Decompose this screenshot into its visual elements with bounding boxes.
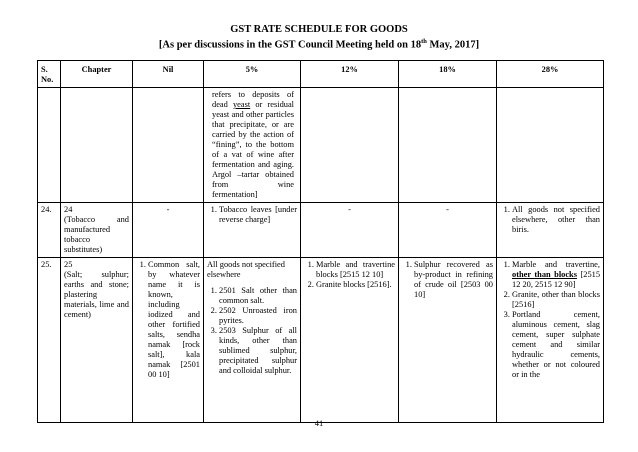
list-item: 2. 2502 Unroasted iron pyrites. xyxy=(219,306,297,326)
page-subtitle: [As per discussions in the GST Council Meeting held on 18th May, 2017] xyxy=(158,38,480,51)
list-item: 1. Marble and travertine blocks [2515 12 10] xyxy=(316,260,395,280)
cell-chapter: 24 (Tobacco and manufactured tobacco substitutes) xyxy=(61,203,133,258)
cell-18-percent xyxy=(399,258,497,423)
list-item: 1. Tobacco leaves [under reverse charge] xyxy=(219,205,297,225)
list-item: 1. Marble and travertine, other than blocks [2515 12 20, 2515 12 90] xyxy=(512,260,600,290)
column-header-28-percent: 28% xyxy=(497,61,604,88)
cell-12-percent: - xyxy=(301,203,399,258)
cell-sno: 25. xyxy=(38,258,61,423)
list-item: 2. Granite, other than blocks [2516] xyxy=(512,290,600,310)
column-header-sno: S. No. xyxy=(38,61,61,88)
list-item: 1. Sulphur recovered as by-product in refining of crude oil [2503 00 10] xyxy=(414,260,493,300)
list-item: 3. Portland cement, aluminous cement, slag cement, super sulphate cement and similar hydraulic cements, whether or not coloured or in the xyxy=(512,310,600,380)
cell-intro: All goods not specified elsewhere xyxy=(207,260,285,279)
table-row-24 xyxy=(38,203,604,258)
list-item: 2. Granite blocks [2516]. xyxy=(316,280,395,290)
rate-schedule-table xyxy=(37,60,604,423)
column-header-12-percent: 12% xyxy=(301,61,399,88)
list-item: 1. All goods not specified elsewhere, other than biris. xyxy=(512,205,600,235)
cell-nil xyxy=(133,258,204,423)
cell-28-percent xyxy=(497,258,604,423)
cell-chapter: 25 (Salt; sulphur; earths and stone; plastering materials, lime and cement) xyxy=(61,258,133,423)
column-header-chapter: Chapter xyxy=(61,61,133,88)
column-header-18-percent: 18% xyxy=(399,61,497,88)
cell-nil: - xyxy=(133,203,204,258)
list-item: 1. 2501 Salt other than common salt. xyxy=(219,286,297,306)
list-item: 1. Common salt, by whatever name it is known, including iodized and other fortified salts, sendha namak [rock salt], kala namak [2501 00 10] xyxy=(148,260,200,380)
cell-28-percent xyxy=(497,203,604,258)
cell-5-percent xyxy=(204,258,301,423)
column-header-nil: Nil xyxy=(133,61,204,88)
cell-sno: 24. xyxy=(38,203,61,258)
cell-5-percent xyxy=(204,203,301,258)
table-row-continued xyxy=(38,88,604,203)
column-header-5-percent: 5% xyxy=(204,61,301,88)
list-item: 3. 2503 Sulphur of all kinds, other than sublimed sulphur, precipitated sulphur and colloidal sulphur. xyxy=(219,326,297,376)
cell-5-percent: refers to deposits of dead yeast or residual yeast and other particles that precipitate, or are carried by the action of “fining”, to the bottom of a vat of wine after fermentation and aging. Argol –tartar obtained from wine fermentation] xyxy=(204,88,301,203)
cell-18-percent: - xyxy=(399,203,497,258)
page-number: 41 xyxy=(314,418,324,428)
table-row-25 xyxy=(38,258,604,423)
page-title: GST RATE SCHEDULE FOR GOODS xyxy=(230,24,408,35)
cell-12-percent xyxy=(301,258,399,423)
header-row xyxy=(38,61,604,88)
